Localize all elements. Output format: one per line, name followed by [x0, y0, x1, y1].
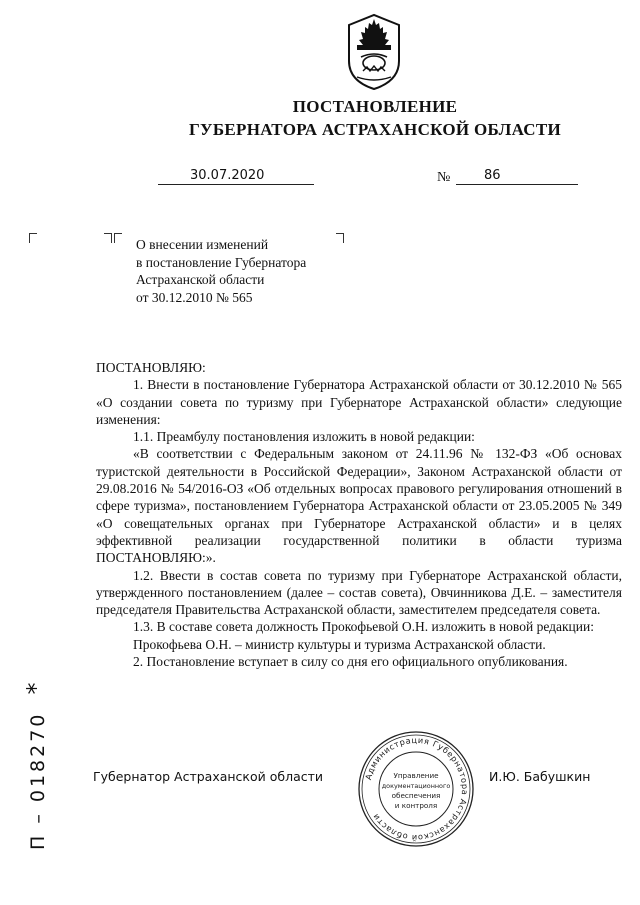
coat-of-arms-icon: [343, 11, 405, 93]
stamp-center-line: и контроля: [394, 801, 438, 810]
document-title: ПОСТАНОВЛЕНИЕ: [292, 97, 458, 116]
stamp-center-line: обеспечения: [391, 791, 441, 800]
stamp-center-line: документационного: [381, 782, 451, 790]
number-underline: [456, 184, 578, 185]
document-date: 30.07.2020: [190, 168, 265, 183]
subject-line: Астраханской области: [136, 272, 265, 287]
preamble: ПОСТАНОВЛЯЮ:: [96, 360, 206, 375]
signatory-position: Губернатор Астраханской области: [93, 769, 324, 784]
document-number: 86: [484, 168, 501, 183]
paragraph-1-1: 1.1. Преамбулу постановления изложить в новой редакции:: [133, 429, 475, 445]
subject-line: О внесении изменений: [136, 237, 269, 252]
signatory-name: И.Ю. Бабушкин: [489, 769, 591, 784]
subject-line: в постановление Губернатора: [136, 254, 307, 270]
official-stamp: [357, 730, 475, 848]
corner-mark-mid-a: [104, 233, 112, 243]
document-subtitle: ГУБЕРНАТОРА АСТРАХАНСКОЙ ОБЛАСТИ: [188, 120, 562, 139]
paragraph-1-1-quote: «В соответствии с Федеральным законом от 24.11.96 № 132-ФЗ «Об основах туристской деятельности в Российской Федерации», Законом Астраханской области от 29.08.2016 № 54/2016-ОЗ «Об отдельных вопросах правового регулирования отношений в сфере туризма», постановлением Губернатора Астраханской области от 23.05.2005 № 349 «О совещательных органах при Губернаторе Астраханской области» и в целях эффективной реализации государственной политики в области туризма ПОСТАНОВЛЯЮ:».: [96, 446, 622, 566]
document-body: [96, 359, 622, 670]
subject-line: от 30.12.2010 № 565: [136, 289, 253, 305]
stamp-center-line: Управление: [393, 771, 439, 780]
paragraph-2: 2. Постановление вступает в силу со дня его официального опубликования.: [133, 654, 568, 670]
corner-mark-right: [336, 233, 344, 243]
registration-code: [22, 680, 50, 850]
number-label: №: [437, 170, 451, 185]
paragraph-1-2: 1.2. Ввести в состав совета по туризму при Губернаторе Астраханской области, утвержденного постановлением (далее – состав совета), Овчинникова Д.Е. – заместителя председателя Правительства Астраханской области, заместителем председателя совета.: [96, 567, 622, 618]
date-underline: [158, 184, 314, 185]
corner-mark-mid-b: [114, 233, 122, 243]
paragraph-1-3-text: Прокофьева О.Н. – министр культуры и туризма Астраханской области.: [133, 636, 546, 652]
paragraph-1: 1. Внести в постановление Губернатора Астраханской области от 30.12.2010 № 565 «О создании совета по туризму при Губернаторе Астраханской области» следующие изменения:: [96, 377, 622, 427]
corner-mark-left: [29, 233, 37, 243]
registration-number: П – 018270: [27, 711, 49, 850]
stamp-ring-text: Администрация Губернатора Астраханской области: [362, 734, 471, 844]
paragraph-1-3: 1.3. В составе совета должность Прокофьевой О.Н. изложить в новой редакции:: [133, 619, 594, 635]
document-subject: [136, 236, 306, 306]
registration-star: *: [22, 679, 50, 695]
